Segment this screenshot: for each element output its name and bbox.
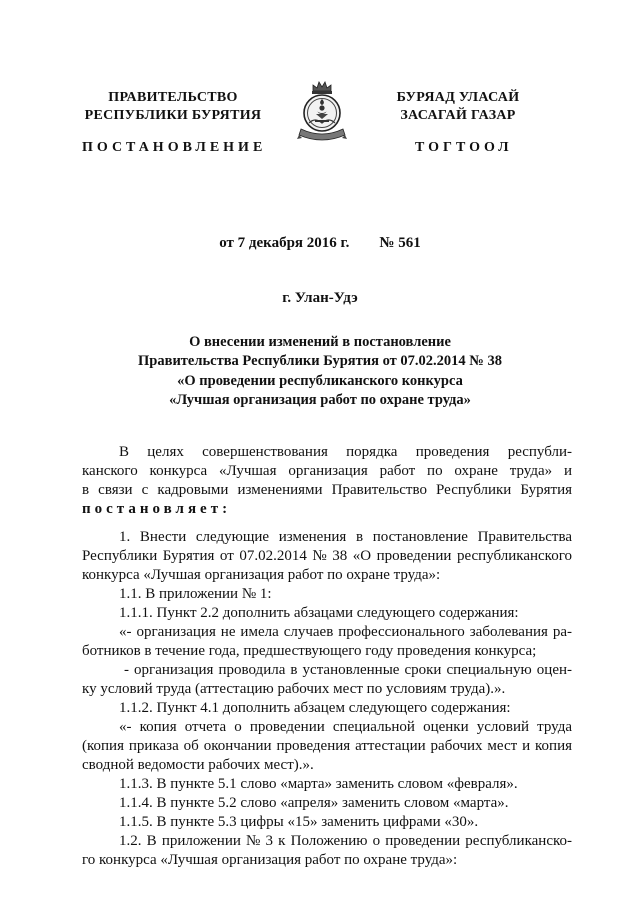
body-line: го конкурса «Лучшая организация работ по охране труда»: <box>82 852 458 868</box>
title-line: «О проведении республиканского конкурса <box>177 372 463 389</box>
body-line: 1.1.3. В пункте 5.1 слово «марта» заменить словом «февраля». <box>119 776 518 792</box>
body-line: в связи с кадровыми изменениями Правительство Республики Бурятия <box>82 482 572 498</box>
decree-date-number <box>0 234 640 252</box>
body-line: канского конкурса «Лучшая организация работ по охране труда» и <box>82 463 572 479</box>
decree-city: г. Улан-Удэ <box>282 290 358 306</box>
government-name-buryat-line-2: ЗАСАГАЙ ГАЗАР <box>400 108 516 123</box>
government-name-line-2: РЕСПУБЛИКИ БУРЯТИЯ <box>84 108 262 123</box>
body-line: - организация проводила в установленные сроки специальную оцен- <box>124 662 572 678</box>
preamble-paragraph <box>82 443 572 519</box>
body-line: сводной ведомости рабочих мест).». <box>82 757 314 773</box>
body-line: ботников в течение года, предшествующего году проведения конкурса; <box>82 643 537 659</box>
resolves-keyword: постановляет: <box>82 501 232 517</box>
body-line: (копия приказа об окончании проведения аттестации рабочих мест и копия <box>82 738 572 754</box>
body-line: конкурса «Лучшая организация работ по охране труда»: <box>82 567 441 583</box>
body-line: «- организация не имела случаев профессионального заболевания ра- <box>119 624 572 640</box>
header-right-block <box>358 89 558 125</box>
government-name-buryat-line-1: БУРЯАД УЛАСАЙ <box>396 90 520 105</box>
body-line: Республики Бурятия от 07.02.2014 № 38 «О проведении республиканского <box>82 548 572 564</box>
government-name-line-1: ПРАВИТЕЛЬСТВО <box>108 90 238 105</box>
body-line: 1.1.2. Пункт 4.1 дополнить абзацем следующего содержания: <box>119 700 511 716</box>
body-line: ку условий труда (аттестацию рабочих мест по условиям труда).». <box>82 681 506 697</box>
decree-body <box>82 528 572 870</box>
title-line: О внесении изменений в постановление <box>189 334 451 350</box>
body-line: В целях совершенствования порядка проведения республи- <box>119 444 572 460</box>
title-line: Правительства Республики Бурятия от 07.02.2014 № 38 <box>138 353 502 370</box>
body-line: 1. Внести следующие изменения в постановление Правительства <box>119 529 572 545</box>
body-line: 1.1.4. В пункте 5.2 слово «апреля» заменить словом «марта». <box>119 795 509 811</box>
coat-of-arms-icon <box>296 79 348 145</box>
doc-type-russian: ПОСТАНОВЛЕНИЕ <box>82 140 267 155</box>
doc-type-buryat: ТОГТООЛ <box>415 140 513 155</box>
body-line: 1.1.1. Пункт 2.2 дополнить абзацами следующего содержания: <box>119 605 519 621</box>
decree-title <box>0 333 640 410</box>
header-left-block <box>73 89 273 125</box>
decree-date: от 7 декабря 2016 г. <box>219 235 350 251</box>
body-line: 1.1.5. В пункте 5.3 цифры «15» заменить цифрами «30». <box>119 814 479 830</box>
body-line: 1.2. В приложении № 3 к Положению о проведении республиканско- <box>119 833 572 849</box>
body-line: «- копия отчета о проведении специальной оценки условий труда <box>119 719 572 735</box>
title-line: «Лучшая организация работ по охране труда» <box>169 391 471 408</box>
decree-number: № 561 <box>379 235 421 251</box>
body-line: 1.1. В приложении № 1: <box>119 586 272 602</box>
